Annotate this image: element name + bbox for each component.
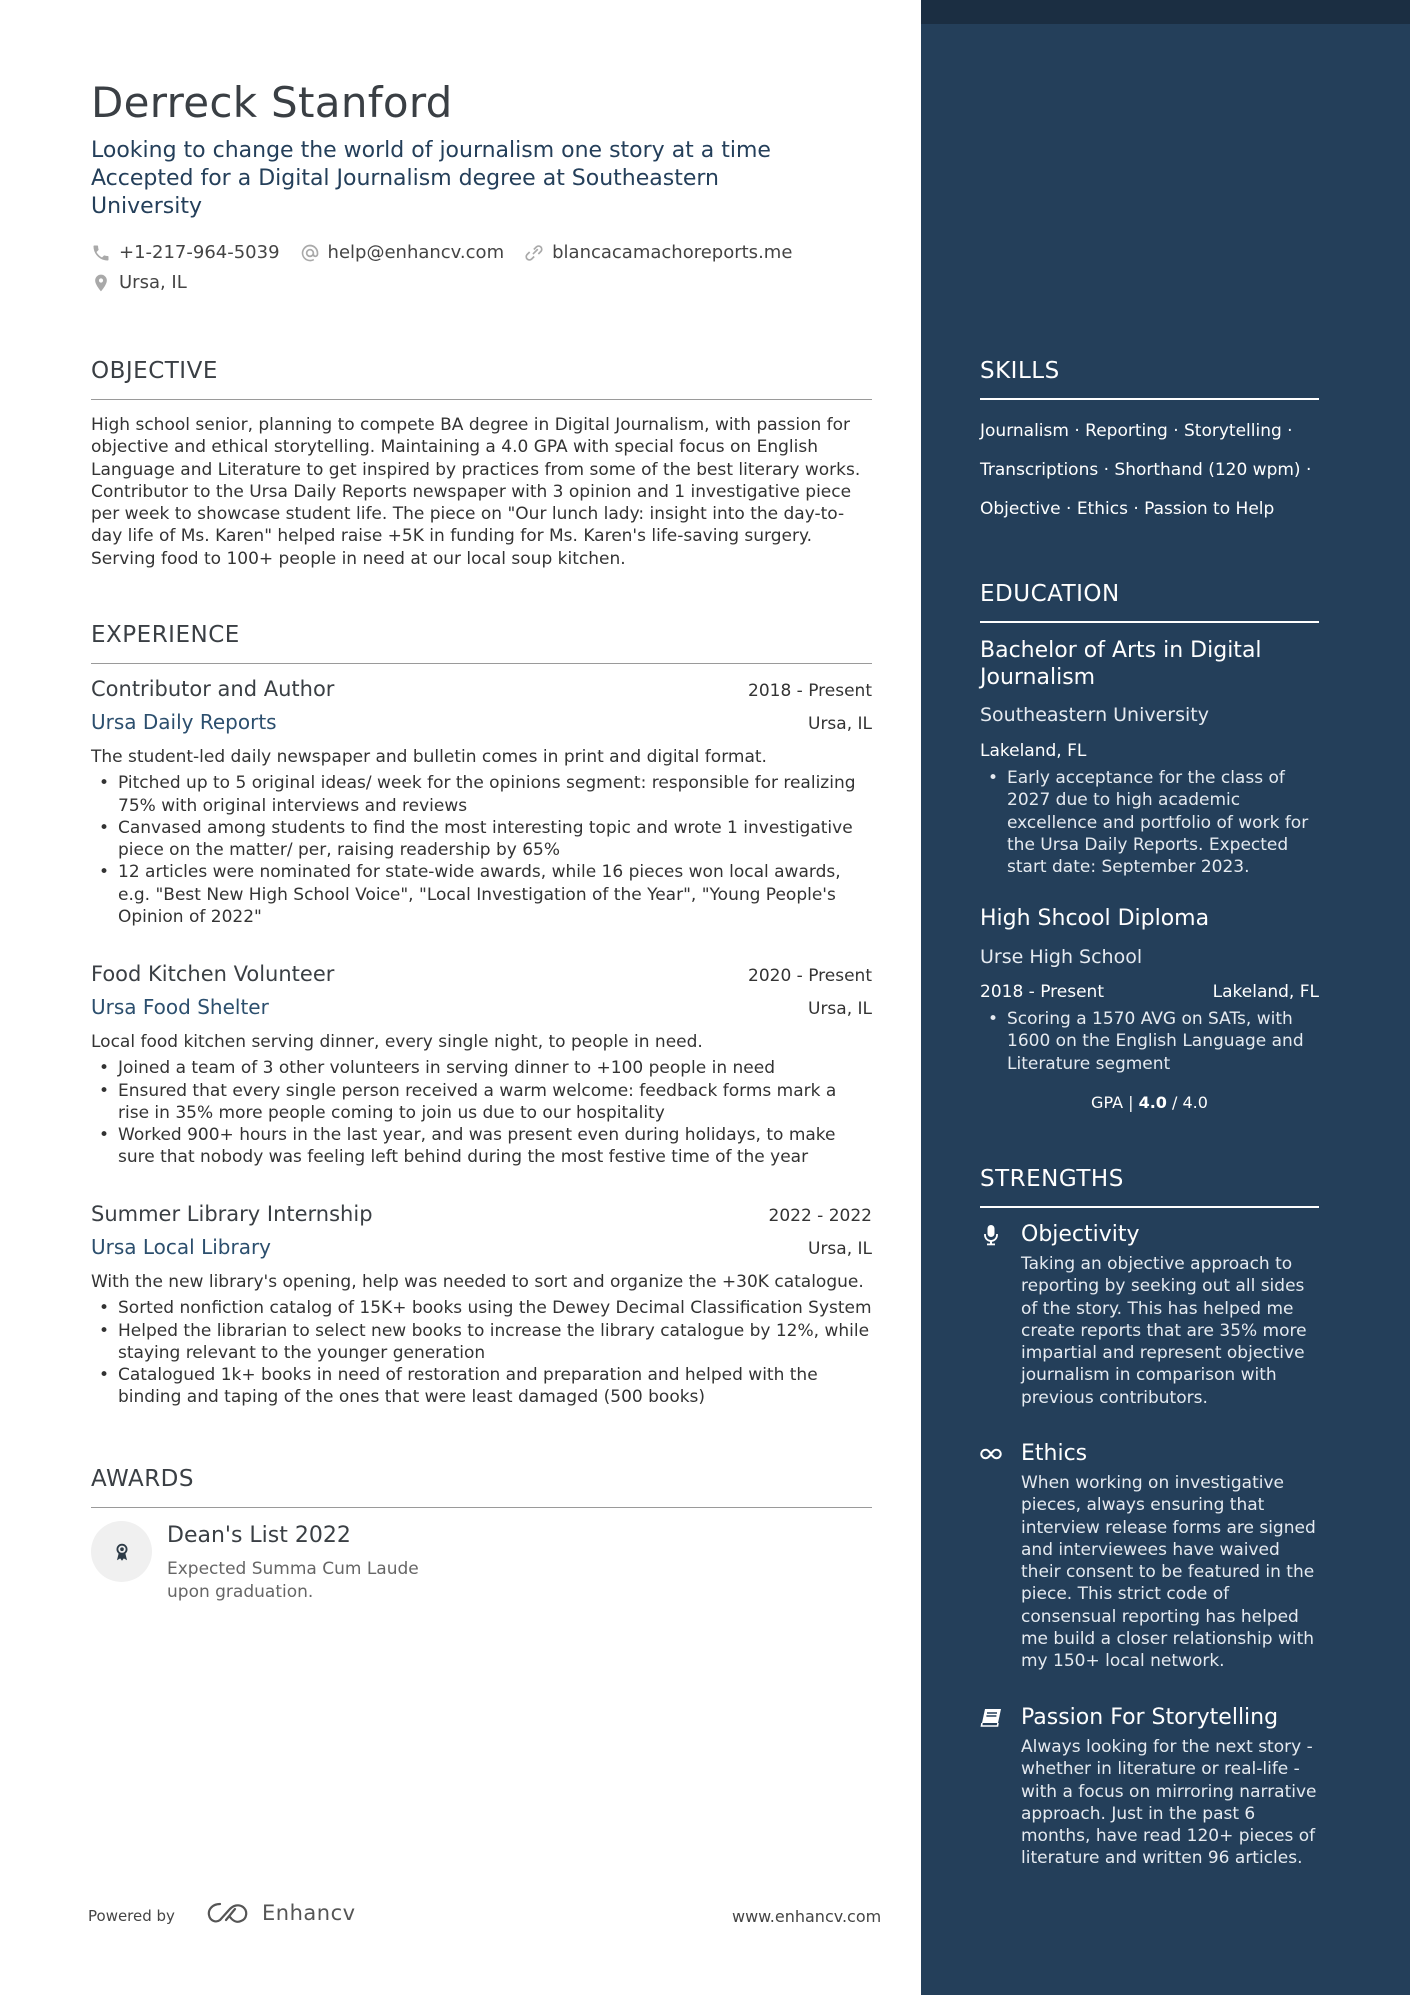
gpa: GPA | 4.0 / 4.0	[1091, 1093, 1208, 1112]
award-description: Expected Summa Cum Laude upon graduation.	[167, 1559, 419, 1602]
list-item: • Scoring a 1570 AVG on SATs, with 1600 on the English Language and Literature segment	[980, 1008, 1320, 1075]
job-company: Ursa Food Shelter	[91, 995, 269, 1019]
job-title: Food Kitchen Volunteer	[91, 962, 335, 986]
experience-divider	[91, 663, 872, 664]
awards-divider	[91, 1507, 872, 1508]
contact-website[interactable]	[524, 238, 792, 268]
job-location: Ursa, IL	[808, 714, 872, 734]
strength-item	[980, 1222, 1320, 1409]
experience-heading: EXPERIENCE	[91, 622, 240, 648]
edu-bullets	[980, 767, 1320, 878]
job-bullets	[91, 772, 872, 928]
contact-email[interactable]	[300, 238, 505, 268]
experience-entry	[91, 962, 872, 1169]
book-icon	[980, 1707, 1002, 1729]
job-date: 2022 - 2022	[768, 1206, 872, 1226]
location-pin-icon	[91, 273, 111, 293]
candidate-name: Derreck Stanford	[91, 78, 453, 127]
skills-line: Journalism · Reporting · Storytelling ·	[980, 421, 1293, 441]
skills-line: Transcriptions · Shorthand (120 wpm) ·	[980, 460, 1312, 480]
job-description: Local food kitchen serving dinner, every single night, to people in need.	[91, 1032, 703, 1052]
objective-divider	[91, 399, 872, 400]
job-description: The student-led daily newspaper and bulletin comes in print and digital format.	[91, 747, 767, 767]
job-company: Ursa Local Library	[91, 1235, 272, 1259]
enhancv-brand-text: Enhancv	[262, 1901, 356, 1925]
experience-entry	[91, 677, 872, 928]
strengths-divider	[980, 1206, 1319, 1208]
job-bullets	[91, 1297, 872, 1408]
location-text: Ursa, IL	[119, 272, 187, 293]
edu-location: Lakeland, FL	[1212, 982, 1319, 1002]
footer-url[interactable]: www.enhancv.com	[732, 1907, 882, 1926]
awards-heading: AWARDS	[91, 1466, 194, 1492]
contact-info	[91, 238, 891, 298]
list-item: • Worked 900+ hours in the last year, and was present even during holidays, to make sure that nobody was feeling left behind during the most festive time of the year	[91, 1124, 872, 1169]
edu-degree: High Shcool Diploma	[980, 906, 1210, 931]
strength-item	[980, 1705, 1320, 1870]
strengths-heading: STRENGTHS	[980, 1166, 1124, 1192]
job-location: Ursa, IL	[808, 1239, 872, 1259]
edu-degree: Bachelor of Arts in Digital Journalism	[980, 638, 1262, 690]
phone-icon	[91, 243, 111, 263]
edu-school: Southeastern University	[980, 704, 1209, 726]
strength-item	[980, 1441, 1320, 1673]
at-icon	[300, 243, 320, 263]
sidebar-top-bar	[921, 0, 1410, 24]
skills-line: Objective · Ethics · Passion to Help	[980, 499, 1275, 519]
award-item	[91, 1521, 437, 1604]
strength-description: Always looking for the next story - whether in literature or real-life - with a focus on mirroring narrative approach. Just in the past 6 months, have read 120+ pieces of literature and written 96 articles.	[1021, 1737, 1317, 1869]
contact-location	[91, 268, 187, 298]
list-item: • Ensured that every single person received a warm welcome: feedback forms mark a rise in 35% more people coming to join us due to our hospitality	[91, 1080, 872, 1125]
email-text: help@enhancv.com	[327, 242, 505, 263]
list-item: • 12 articles were nominated for state-wide awards, while 16 pieces won local awards, e.g. "Best New High School Voice", "Local Investigation of the Year", "Young People's Opinion of 2022"	[91, 861, 872, 928]
list-item: • Catalogued 1k+ books in need of restoration and preparation and helped with the binding and taping of the ones that were least damaged (500 books)	[91, 1364, 872, 1409]
link-icon	[524, 243, 544, 263]
education-divider	[980, 621, 1319, 623]
edu-school: Urse High School	[980, 946, 1143, 968]
edu-date: 2018 - Present	[980, 982, 1104, 1002]
powered-by-text: Powered by	[88, 1907, 175, 1925]
phone-text: +1-217-964-5039	[119, 242, 280, 263]
edu-meta	[980, 741, 1319, 761]
list-item: • Joined a team of 3 other volunteers in serving dinner to +100 people in need	[91, 1057, 872, 1079]
job-description: With the new library's opening, help was needed to sort and organize the +30K catalogue.	[91, 1272, 864, 1292]
skills-heading: SKILLS	[980, 358, 1060, 384]
gpa-max: 4.0	[1182, 1093, 1208, 1112]
edu-bullets	[980, 1008, 1320, 1075]
list-item: • Helped the librarian to select new books to increase the library catalogue by 12%, while staying relevant to the younger generation	[91, 1320, 872, 1365]
experience-entry	[91, 1202, 872, 1409]
contact-phone[interactable]	[91, 238, 280, 268]
job-bullets	[91, 1057, 872, 1168]
job-title: Contributor and Author	[91, 677, 335, 701]
skills-list	[980, 412, 1320, 529]
infinity-icon	[980, 1443, 1002, 1465]
objective-text: High school senior, planning to compete BA degree in Digital Journalism, with passion for objective and ethical storytelling. Maintaining a 4.0 GPA with special focus on English Language and Literature to get inspired by practices from some of the best literary works. Contributor to the Ursa Daily Reports newspaper with 3 opinion and 1 investigative piece per week to showcase student life. The piece on "Our lunch lady: insight into the day-to-day life of Ms. Karen" helped raise +5K in funding for Ms. Karen's life-saving surgery. Serving food to 100+ people in need at our local soup kitchen.	[91, 415, 861, 569]
award-ribbon-icon	[91, 1521, 152, 1582]
education-heading: EDUCATION	[980, 581, 1120, 607]
list-item: • Pitched up to 5 original ideas/ week for the opinions segment: responsible for realizing 75% with original interviews and reviews	[91, 772, 872, 817]
job-date: 2018 - Present	[748, 681, 872, 701]
objective-heading: OBJECTIVE	[91, 358, 218, 384]
enhancv-logo[interactable]	[206, 1900, 356, 1926]
tagline: Looking to change the world of journalism one story at a time Accepted for a Digital Journalism degree at Southeastern University	[91, 138, 771, 219]
job-date: 2020 - Present	[748, 966, 872, 986]
list-item: • Early acceptance for the class of 2027 due to high academic excellence and portfolio of work for the Ursa Daily Reports. Expected start date: September 2023.	[980, 767, 1320, 878]
website-text: blancacamachoreports.me	[552, 242, 793, 263]
strength-title: Ethics	[1021, 1441, 1088, 1466]
gpa-label: GPA	[1091, 1093, 1124, 1112]
skills-divider	[980, 398, 1319, 400]
microphone-icon	[980, 1224, 1002, 1246]
job-title: Summer Library Internship	[91, 1202, 373, 1226]
award-title: Dean's List 2022	[167, 1523, 351, 1548]
edu-location: Lakeland, FL	[980, 741, 1087, 761]
enhancv-logo-icon	[206, 1900, 252, 1926]
job-company: Ursa Daily Reports	[91, 710, 277, 734]
strength-description: When working on investigative pieces, always ensuring that interview release forms are signed and interviewees have waived their consent to be featured in the piece. This strict code of consensual reporting has helped me build a closer relationship with my 150+ local network.	[1021, 1473, 1316, 1672]
strength-title: Objectivity	[1021, 1222, 1140, 1247]
strength-title: Passion For Storytelling	[1021, 1705, 1279, 1730]
list-item: • Sorted nonfiction catalog of 15K+ books using the Dewey Decimal Classification System	[91, 1297, 872, 1319]
edu-meta	[980, 982, 1319, 1002]
gpa-value: 4.0	[1138, 1093, 1167, 1112]
list-item: • Canvased among students to find the most interesting topic and wrote 1 investigative piece on the matter/ per, raising readership by 65%	[91, 817, 872, 862]
job-location: Ursa, IL	[808, 999, 872, 1019]
strength-description: Taking an objective approach to reporting by seeking out all sides of the story. This has helped me create reports that are 35% more impartial and represent objective journalism in comparison with previous contributors.	[1021, 1254, 1307, 1408]
